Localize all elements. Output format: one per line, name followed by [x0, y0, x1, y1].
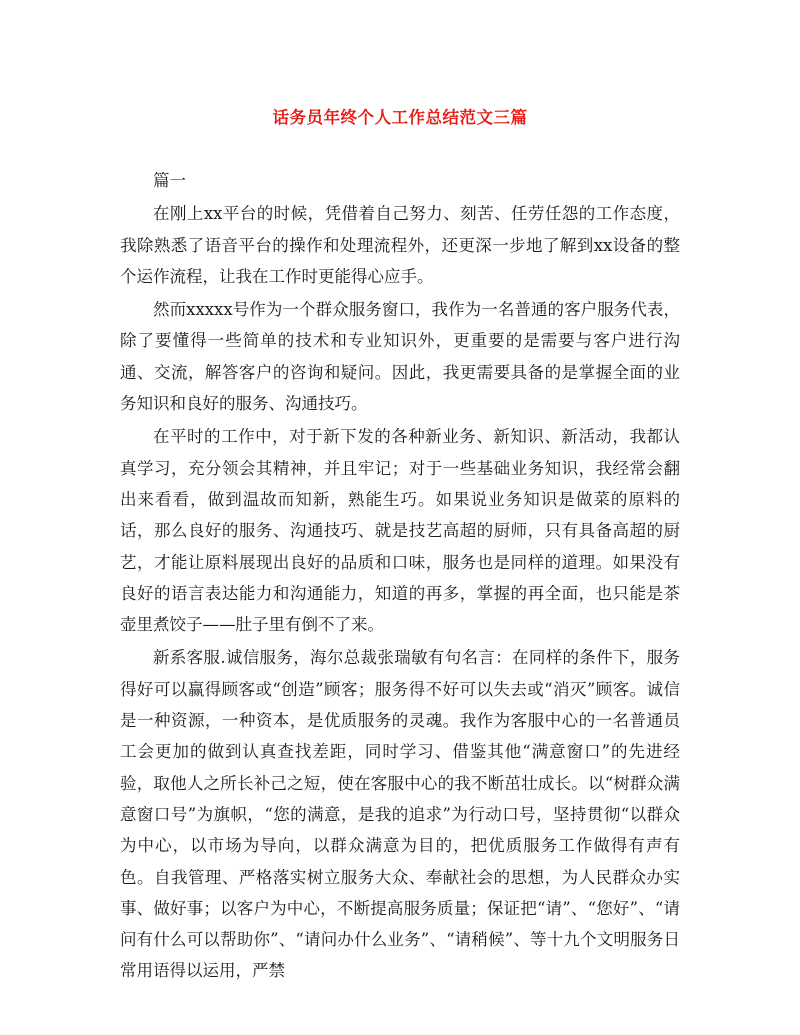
- paragraph-4: 新系客服.诚信服务，海尔总裁张瑞敏有句名言：在同样的条件下，服务得好可以赢得顾客或“创造”顾客；服务得不好可以失去或“消灭”顾客。诚信是一种资源，一种资本，是优质服务的灵魂。我作为客服中心的一名普通员工会更加的做到认真查找差距，同时学习、借鉴其他“满意窗口”的先进经验，取他人之所长补己之短，使在客服中心的我不断茁壮成长。以“树群众满意窗口号”为旗帜，“您的满意，是我的追求”为行动口号，坚持贯彻“以群众为中心，以市场为导向，以群众满意为目的，把优质服务工作做得有声有色。自我管理、严格落实树立服务大众、奉献社会的思想，为人民群众办实事、做好事；以客户为中心，不断提高服务质量；保证把“请”、“您好”、“请问有什么可以帮助你”、“请问办什么业务”、“请稍候”、等十九个文明服务日常用语得以运用，严禁: [120, 648, 680, 981]
- paragraph-1: 在刚上xx平台的时候，凭借着自己努力、刻苦、任劳任怨的工作态度，我除熟悉了语音平台的操作和处理流程外，还更深一步地了解到xx设备的整个运作流程，让我在工作时更能得心应手。: [120, 204, 680, 286]
- document-title: 话务员年终个人工作总结范文三篇: [272, 108, 528, 127]
- paragraph-2: 然而xxxxx号作为一个群众服务窗口，我作为一名普通的客户服务代表，除了要懂得一些简单的技术和专业知识外，更重要的是需要与客户进行沟通、交流，解答客户的咨询和疑问。因此，我更需要具备的是掌握全面的业务知识和良好的服务、沟通技巧。: [120, 300, 680, 414]
- paragraph-3: 在平时的工作中，对于新下发的各种新业务、新知识、新活动，我都认真学习，充分领会其精神，并且牢记；对于一些基础业务知识，我经常会翻出来看看，做到温故而知新，熟能生巧。如果说业务知识是做菜的原料的话，那么良好的服务、沟通技巧、就是技艺高超的厨师，只有具备高超的厨艺，才能让原料展现出良好的品质和口味，服务也是同样的道理。如果没有良好的语言表达能力和沟通能力，知道的再多，掌握的再全面，也只能是茶壶里煮饺子——肚子里有倒不了来。: [120, 427, 680, 635]
- document-body: [120, 165, 680, 987]
- section-heading: 篇一: [153, 171, 186, 190]
